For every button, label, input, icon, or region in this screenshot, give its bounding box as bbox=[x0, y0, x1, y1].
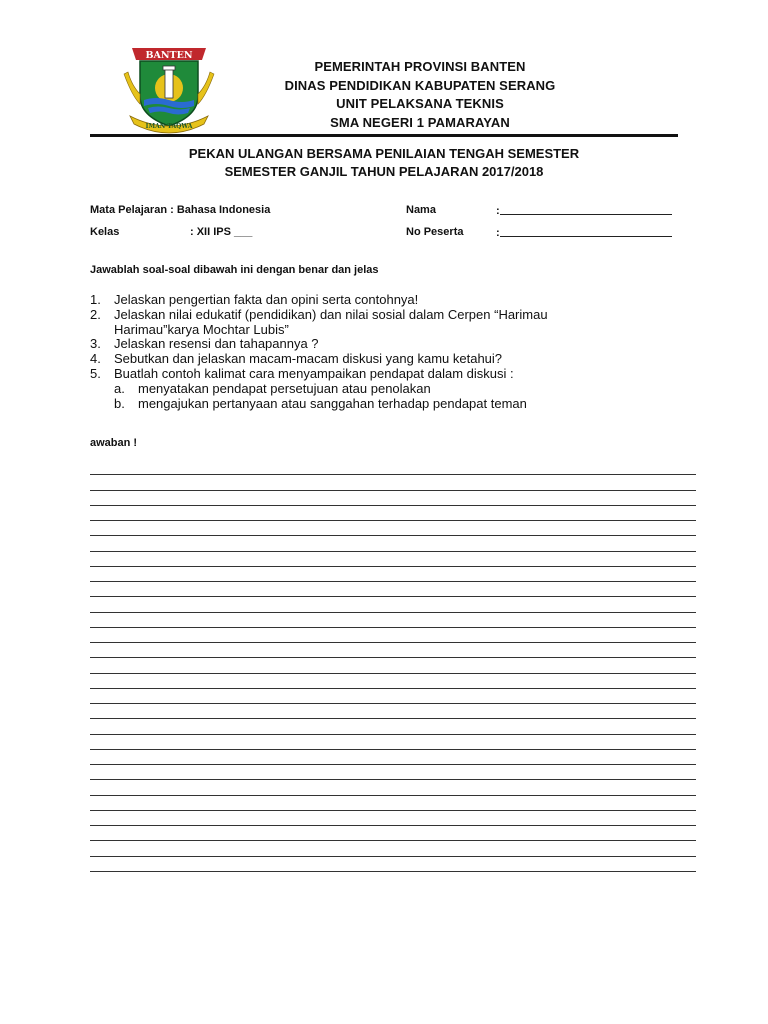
answer-line[interactable] bbox=[90, 613, 696, 628]
answer-line[interactable] bbox=[90, 658, 696, 673]
letterhead-divider bbox=[90, 134, 678, 137]
name-field[interactable] bbox=[496, 204, 672, 217]
question-text: Jelaskan nilai edukatif (pendidikan) dan nilai sosial dalam Cerpen “Harimau bbox=[114, 306, 548, 322]
question-number: 3. bbox=[90, 336, 101, 352]
answer-line[interactable] bbox=[90, 857, 696, 872]
answer-line[interactable] bbox=[90, 643, 696, 658]
class-value: : XII IPS ___ bbox=[190, 226, 253, 238]
letterhead-unit: UNIT PELAKSANA TEKNIS bbox=[336, 96, 504, 111]
question-text: Jelaskan pengertian fakta dan opini serta contohnya! bbox=[114, 292, 419, 307]
emblem-banner-text: BANTEN bbox=[145, 50, 193, 61]
participant-label: No Peserta bbox=[406, 226, 464, 238]
answer-line[interactable] bbox=[90, 582, 696, 597]
subquestion-item bbox=[114, 382, 650, 397]
name-label: Nama bbox=[406, 204, 436, 216]
subquestion-text: menyatakan pendapat persetujuan atau penolakan bbox=[138, 380, 431, 396]
banten-province-emblem-icon bbox=[118, 44, 220, 134]
subquestion-item bbox=[114, 397, 650, 412]
question-item bbox=[90, 293, 650, 308]
question-number: 4. bbox=[90, 351, 101, 367]
question-item bbox=[90, 367, 650, 411]
question-text: Sebutkan dan jelaskan macam-macam diskusi yang kamu ketahui? bbox=[114, 351, 503, 367]
emblem-tower bbox=[165, 68, 173, 98]
answer-line[interactable] bbox=[90, 628, 696, 643]
answer-lines[interactable] bbox=[90, 460, 696, 872]
class-label: Kelas bbox=[90, 226, 120, 238]
answer-line[interactable] bbox=[90, 491, 696, 506]
answer-line[interactable] bbox=[90, 460, 696, 475]
subject-label: Mata Pelajaran : Bahasa Indonesia bbox=[90, 204, 271, 216]
answer-line[interactable] bbox=[90, 841, 696, 856]
question-list bbox=[90, 293, 650, 411]
emblem-ribbon-text: IMAN TAQWA bbox=[145, 123, 193, 130]
answer-line[interactable] bbox=[90, 704, 696, 719]
answer-title: awaban ! bbox=[90, 437, 138, 449]
question-number: 1. bbox=[90, 292, 101, 307]
answer-line[interactable] bbox=[90, 811, 696, 826]
answer-line[interactable] bbox=[90, 597, 696, 612]
question-item bbox=[90, 308, 650, 338]
question-text-continuation: Harimau”karya Mochtar Lubis” bbox=[114, 321, 289, 337]
question-item bbox=[90, 337, 650, 352]
answer-line[interactable] bbox=[90, 506, 696, 521]
answer-line[interactable] bbox=[90, 521, 696, 536]
question-text: Buatlah contoh kalimat cara menyampaikan pendapat dalam diskusi : bbox=[114, 365, 514, 381]
answer-line[interactable] bbox=[90, 689, 696, 704]
subquestion-letter: b. bbox=[114, 395, 125, 411]
answer-line[interactable] bbox=[90, 735, 696, 750]
answer-line[interactable] bbox=[90, 536, 696, 551]
letterhead-department: DINAS PENDIDIKAN KABUPATEN SERANG bbox=[284, 77, 556, 93]
participant-blank-line bbox=[500, 226, 672, 237]
answer-line[interactable] bbox=[90, 719, 696, 734]
answer-line[interactable] bbox=[90, 796, 696, 811]
question-text: Jelaskan resensi dan tahapannya ? bbox=[114, 336, 319, 352]
name-colon: : bbox=[496, 205, 500, 217]
answer-line[interactable] bbox=[90, 826, 696, 841]
subquestion-text: mengajukan pertanyaan atau sanggahan terhadap pendapat teman bbox=[138, 395, 527, 411]
letterhead-school: SMA NEGERI 1 PAMARAYAN bbox=[330, 114, 510, 130]
instruction-text: Jawablah soal-soal dibawah ini dengan benar dan jelas bbox=[90, 264, 379, 276]
answer-line[interactable] bbox=[90, 674, 696, 689]
subquestion-letter: a. bbox=[114, 380, 125, 396]
answer-line[interactable] bbox=[90, 780, 696, 795]
letterhead-government: PEMERINTAH PROVINSI BANTEN bbox=[314, 59, 526, 74]
answer-line[interactable] bbox=[90, 750, 696, 765]
participant-number-field[interactable] bbox=[496, 226, 672, 239]
emblem-right-wing bbox=[198, 72, 214, 104]
answer-line[interactable] bbox=[90, 552, 696, 567]
question-item bbox=[90, 352, 650, 367]
name-blank-line bbox=[500, 204, 672, 215]
question-number: 5. bbox=[90, 365, 101, 381]
exam-title bbox=[90, 145, 678, 181]
participant-colon: : bbox=[496, 227, 500, 239]
answer-line[interactable] bbox=[90, 475, 696, 490]
answer-line[interactable] bbox=[90, 567, 696, 582]
exam-title-line2: SEMESTER GANJIL TAHUN PELAJARAN 2017/2018 bbox=[224, 164, 544, 179]
answer-line[interactable] bbox=[90, 765, 696, 780]
question-number: 2. bbox=[90, 306, 101, 322]
emblem-left-wing bbox=[124, 72, 140, 104]
exam-title-line1: PEKAN ULANGAN BERSAMA PENILAIAN TENGAH SEMESTER bbox=[188, 146, 580, 161]
letterhead bbox=[230, 58, 610, 132]
